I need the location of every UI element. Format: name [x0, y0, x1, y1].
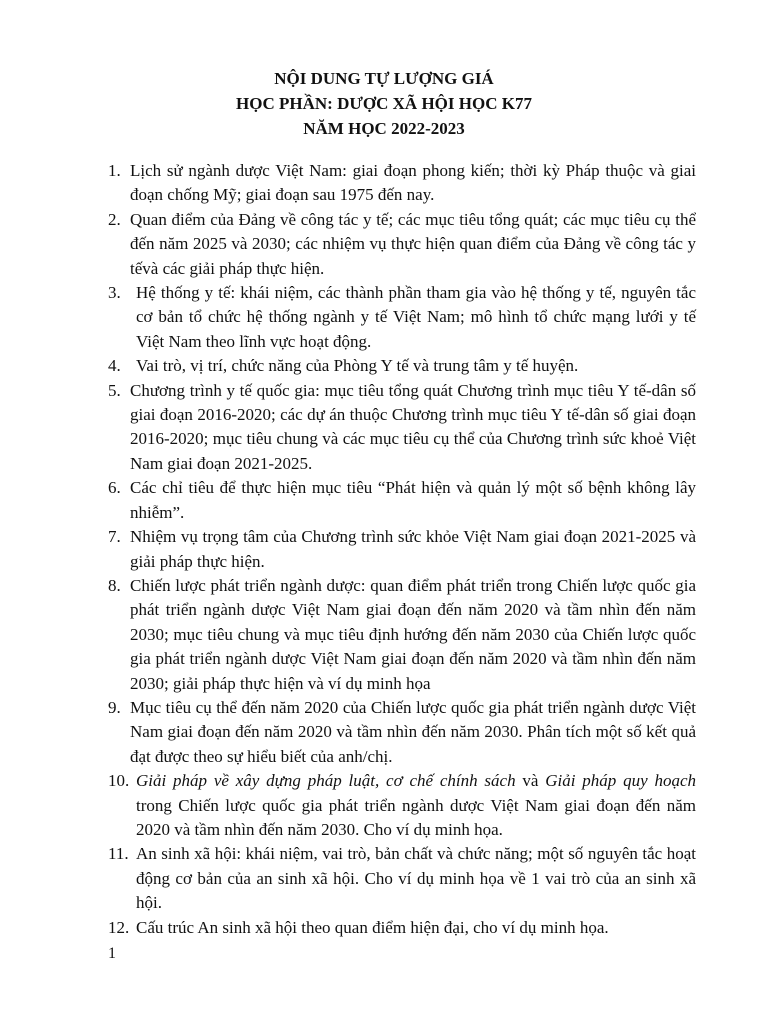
list-item: [108, 525, 696, 574]
item-text: Mục tiêu cụ thể đến năm 2020 của Chiến lược quốc gia phát triển ngành dược Việt Nam giai đoạn đến năm 2020 và tầm nhìn đến năm 2030. Phân tích một số kết quả đạt được theo sự hiểu biết của anh/chị.: [130, 697, 696, 766]
list-item: [108, 916, 696, 940]
item-text: Cấu trúc An sinh xã hội theo quan điểm hiện đại, cho ví dụ minh họa.: [136, 917, 609, 937]
title-line-3: NĂM HỌC 2022-2023: [303, 119, 465, 138]
list-item: [108, 208, 696, 281]
title-line-2: HỌC PHẦN: DƯỢC XÃ HỘI HỌC K77: [236, 94, 532, 113]
list-item: [108, 696, 696, 769]
item-number: 8.: [108, 575, 121, 595]
document-title-block: [0, 66, 768, 141]
item-text: Các chỉ tiêu để thực hiện mục tiêu “Phát hiện và quản lý một số bệnh không lây nhiễm”.: [130, 478, 696, 522]
title-line-1: NỘI DUNG TỰ LƯỢNG GIÁ: [274, 69, 494, 88]
item-number: 12.: [108, 917, 130, 937]
item-text: Chương trình y tế quốc gia: mục tiêu tổng quát Chương trình mục tiêu Y tế-dân số giai đoạn 2016-2020; các dự án thuộc Chương trình mục tiêu Y tế-dân số giai đoạn 2016-2020; mục tiêu chung và các mục tiêu cụ thể của Chương trình sức khoẻ Việt Nam giai đoạn 2021-2025.: [130, 380, 696, 473]
list-item: [108, 379, 696, 477]
list-item: [108, 281, 696, 354]
list-item: [108, 574, 696, 696]
item-text: Chiến lược phát triển ngành dược: quan điểm phát triển trong Chiến lược quốc gia phát triển ngành dược Việt Nam giai đoạn đến năm 2020 và tầm nhìn đến năm 2030; mục tiêu chung và mục tiêu định hướng đến năm 2030 của Chiến lược quốc gia phát triển ngành dược Việt Nam giai đoạn đến năm 2020 và tầm nhìn đến năm 2030; giải pháp thực hiện và ví dụ minh họa: [130, 575, 696, 693]
item-text: Hệ thống y tế: khái niệm, các thành phần tham gia vào hệ thống y tế, nguyên tắc cơ bản tổ chức hệ thống ngành y tế Việt Nam; mô hình tổ chức mạng lưới y tế Việt Nam theo lĩnh vực hoạt động.: [136, 283, 696, 351]
list-item: [108, 769, 696, 842]
item-text-connector: và: [515, 771, 546, 791]
item-text: Vai trò, vị trí, chức năng của Phòng Y tế và trung tâm y tế huyện.: [136, 356, 579, 376]
item-number: 3.: [108, 283, 121, 303]
item-number: 11.: [108, 844, 129, 864]
item-number: 5.: [108, 380, 121, 400]
item-number: 9.: [108, 697, 121, 717]
page-number: 1: [108, 945, 116, 962]
list-item: [108, 354, 696, 378]
item-text-rest: trong Chiến lược quốc gia phát triển ngành dược Việt Nam giai đoạn đến năm 2020 và tầm nhìn đến năm 2030. Cho ví dụ minh họa.: [136, 795, 696, 839]
item-number: 4.: [108, 356, 121, 376]
item-number: 7.: [108, 527, 121, 547]
item-text: [136, 769, 696, 842]
item-number: 6.: [108, 478, 121, 498]
item-text: An sinh xã hội: khái niệm, vai trò, bản chất và chức năng; một số nguyên tắc hoạt động cơ bản của an sinh xã hội. Cho ví dụ minh họa về 1 vai trò của an sinh xã hội.: [136, 844, 696, 913]
question-list: [108, 159, 696, 940]
list-item: [108, 159, 696, 208]
item-text: Lịch sử ngành dược Việt Nam: giai đoạn phong kiến; thời kỳ Pháp thuộc và giai đoạn chống Mỹ; giai đoạn sau 1975 đến nay.: [130, 161, 696, 205]
item-number: 2.: [108, 209, 121, 229]
list-item: [108, 476, 696, 525]
item-number: 1.: [108, 161, 121, 180]
item-number: 10.: [108, 771, 130, 791]
list-item: [108, 842, 696, 915]
item-text: Nhiệm vụ trọng tâm của Chương trình sức khỏe Việt Nam giai đoạn 2021-2025 và giải pháp thực hiện.: [130, 527, 696, 571]
item-text-italic-2: Giải pháp quy hoạch: [545, 771, 697, 791]
item-text-italic-1: Giải pháp về xây dựng pháp luật, cơ chế chính sách: [136, 771, 516, 791]
item-text: Quan điểm của Đảng về công tác y tế; các mục tiêu tổng quát; các mục tiêu cụ thể đến năm 2025 và 2030; các nhiệm vụ thực hiện quan điểm của Đảng về công tác y tếvà các giải pháp thực hiện.: [130, 209, 696, 278]
